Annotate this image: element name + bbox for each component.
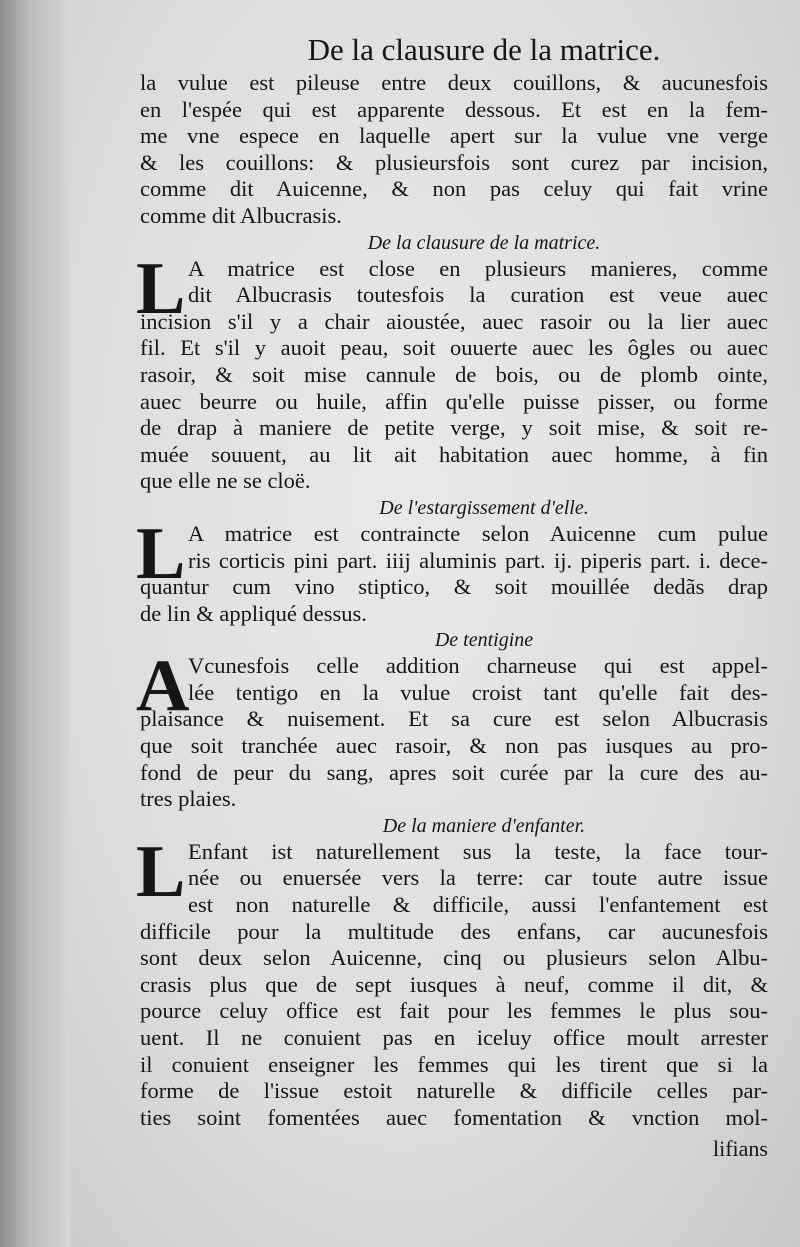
text-line: comme dit Albucrasis. [140, 202, 342, 228]
text-line: incision s'il y a chair aioustée, auec rasoir ou la lier auec [140, 308, 768, 334]
section-heading: De la clausure de la matrice. [367, 231, 601, 254]
opening-paragraph [140, 70, 768, 230]
text-line: fond de peur du sang, apres soit curée par la cure des au- [140, 759, 768, 785]
text-line: la vulue est pileuse entre deux couillons, & aucunesfois [140, 70, 768, 95]
text-line: ris corticis pini part. iiij aluminis part. ij. piperis part. i. dece- [188, 547, 768, 573]
text-line: que soit tranchée auec rasoir, & non pas iusques au pro- [140, 733, 768, 759]
section-paragraph [136, 247, 768, 495]
text-line: ties soint fomentées auec fomentation & vnction mol- [140, 1104, 768, 1130]
text-line: de lin & appliqué dessus. [140, 600, 367, 626]
text-line: rasoir, & soit mise cannule de bois, ou de plomb ointe, [140, 361, 768, 387]
text-block [136, 30, 768, 1163]
text-line: tres plaies. [140, 786, 237, 812]
section-heading: De l'estargissement d'elle. [379, 496, 589, 519]
text-line: lée tentigo en la vulue croist tant qu'elle fait des- [188, 679, 768, 705]
text-line: plaisance & nuisement. Et sa cure est selon Albucrasis [140, 706, 768, 732]
section-paragraph [136, 645, 768, 813]
page-gutter-shadow [0, 0, 70, 1247]
text-line: difficile pour la multitude des enfans, car aucunesfois [140, 918, 768, 944]
text-line: A matrice est contraincte selon Auicenne cum pulue [188, 520, 768, 546]
drop-cap: L [136, 830, 186, 913]
text-line: Vcunesfois celle addition charneuse qui est appel- [188, 653, 768, 679]
text-line: que elle ne se cloë. [140, 468, 311, 494]
text-line: il conuient enseigner les femmes qui les tirent que si la [140, 1051, 768, 1077]
section-heading: De tentigine [434, 629, 534, 652]
text-line: forme de l'issue estoit naturelle & difficile celles par- [140, 1078, 768, 1104]
text-line: pource celuy office est fait pour les femmes le plus sou- [140, 998, 768, 1024]
running-head: De la clausure de la matrice. [307, 32, 661, 67]
text-line: uent. Il ne conuient pas en iceluy office moult arrester [140, 1025, 768, 1050]
text-line: crasis plus que de sept iusques à neuf, comme il dit, & [140, 971, 768, 997]
text-line: comme dit Auicenne, & non pas celuy qui fait vrine [140, 176, 768, 202]
text-line: de drap à maniere de petite verge, y soit mise, & soit re- [140, 415, 768, 441]
text-line: sont deux selon Auicenne, cinq ou plusieurs selon Albu- [140, 945, 768, 971]
text-line: née ou enuersée vers la terre: car toute autre issue [188, 865, 768, 891]
text-line: Enfant ist naturellement sus la teste, la face tour- [188, 838, 768, 864]
text-line: fil. Et s'il y auoit peau, soit ouuerte auec les ôgles ou auec [140, 335, 768, 361]
drop-cap: L [136, 512, 186, 595]
text-line: est non naturelle & difficile, aussi l'enfantement est [188, 892, 768, 918]
text-line: auec beurre ou huile, affin qu'elle puisse pisser, ou forme [140, 388, 768, 414]
section-paragraph [136, 512, 768, 627]
text-line: me vne espece en laquelle apert sur la vulue vne verge [140, 123, 768, 149]
drop-cap: A [136, 645, 190, 728]
drop-cap: L [136, 247, 186, 330]
text-line: A matrice est close en plusieurs manieres, comme [188, 255, 768, 281]
text-line: dit Albucrasis toutesfois la curation est veue auec [188, 282, 768, 308]
section-heading: De la maniere d'enfanter. [382, 814, 586, 837]
section-paragraph [136, 830, 768, 1132]
text-line: & les couillons: & plusieursfois sont curez par incision, [140, 149, 768, 175]
catchword: lifians [713, 1136, 768, 1162]
text-line: muée souuent, au lit ait habitation auec homme, à fin [140, 441, 768, 467]
text-line: quantur cum vino stiptico, & soit mouillée dedãs drap [140, 574, 768, 600]
text-line: en l'espée qui est apparente dessous. Et est en la fem- [140, 96, 768, 122]
